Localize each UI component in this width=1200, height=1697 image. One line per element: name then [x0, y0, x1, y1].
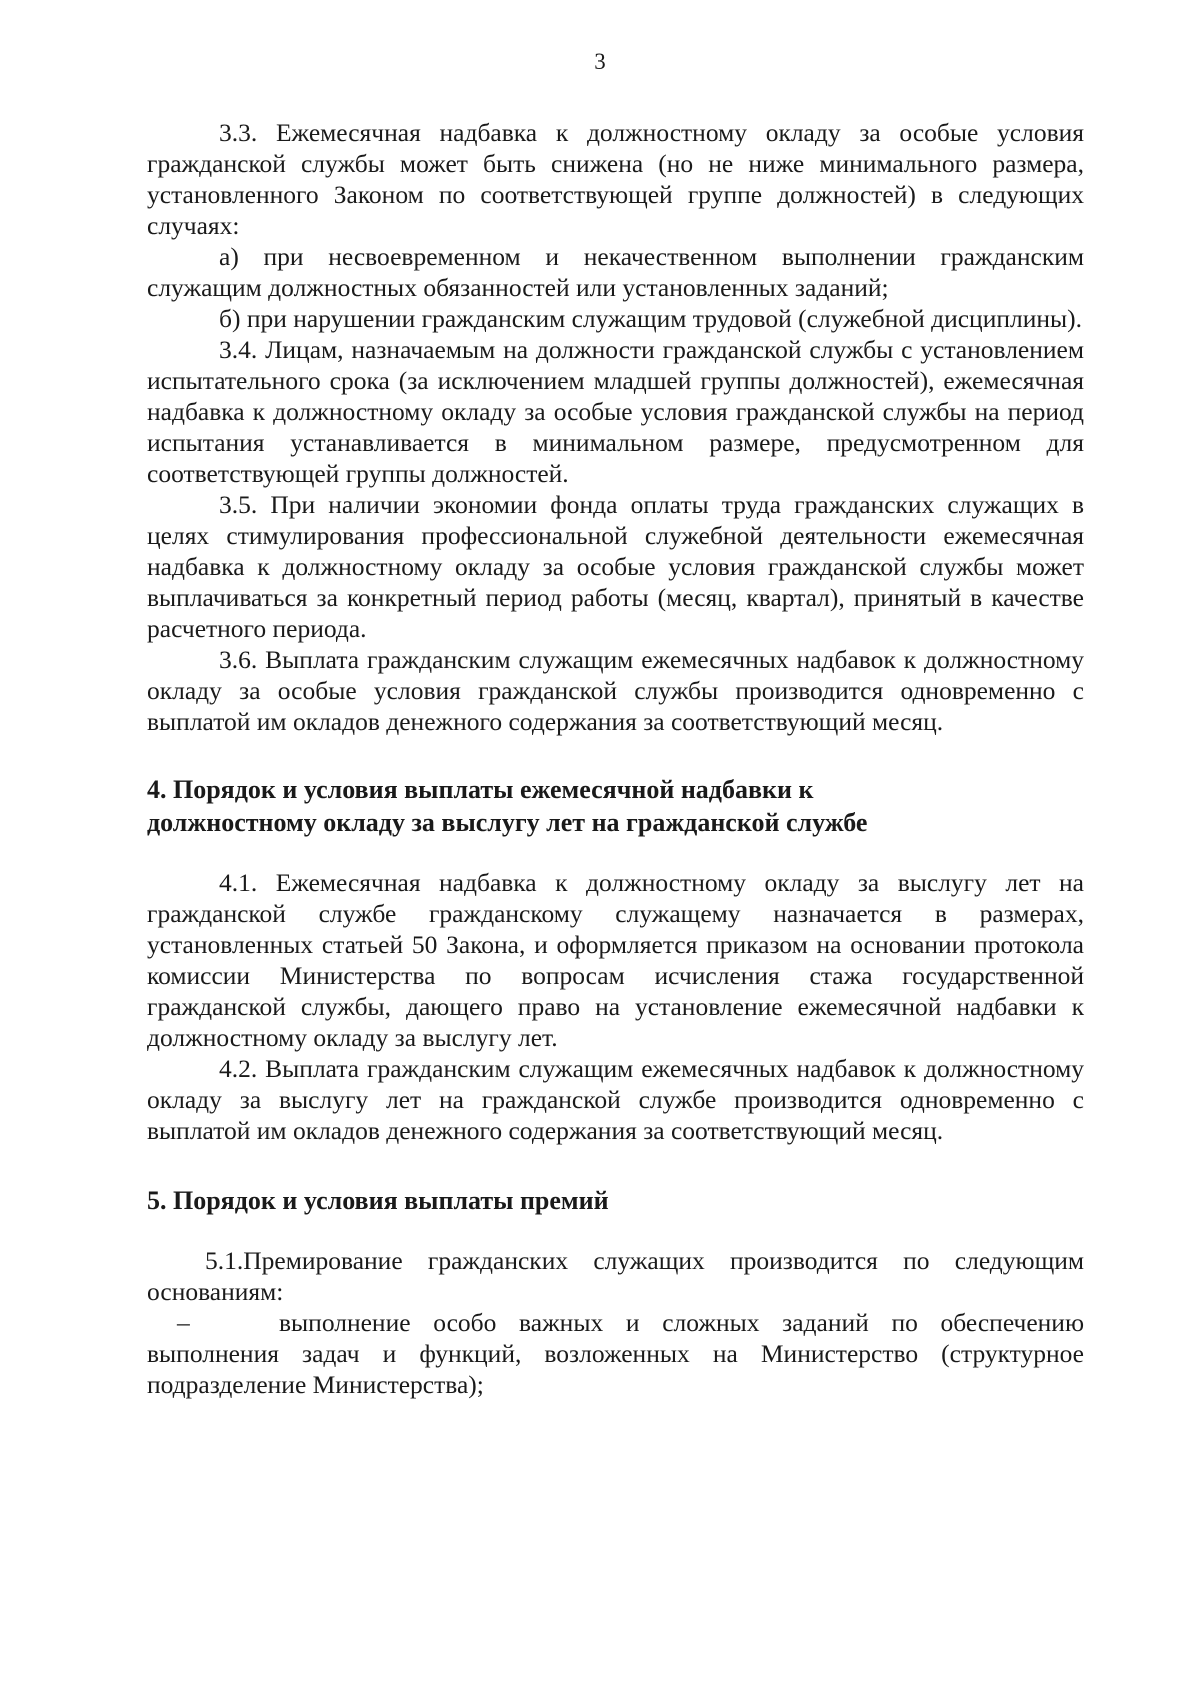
paragraph-5-1: 5.1.Премирование гражданских служащих производится по следующим основаниям: [147, 1246, 1084, 1306]
list-item [147, 1307, 1084, 1400]
paragraph-4-1: 4.1. Ежемесячная надбавка к должностному окладу за выслугу лет на гражданской службе гражданскому служащему назначается в размерах, установленных статьей 50 Закона, и оформляется приказом на основании протокола комиссии Министерства по вопросам исчисления стажа государственной гражданской службы, дающего право на установление ежемесячной надбавки к должностному окладу за выслугу лет. [147, 868, 1084, 1052]
section-4-heading-line1: 4. Порядок и условия выплаты ежемесячной надбавки к [147, 775, 814, 804]
paragraph-3-3-a: а) при несвоевременном и некачественном выполнении гражданским служащим должностных обязанностей или установленных заданий; [147, 242, 1084, 302]
paragraph-4-2: 4.2. Выплата гражданским служащим ежемесячных надбавок к должностному окладу за выслугу лет на гражданской службе производится одновременно с выплатой им окладов денежного содержания за соответствующий месяц. [147, 1054, 1084, 1145]
section-5-heading: 5. Порядок и условия выплаты премий [147, 1186, 609, 1215]
section-4-heading-line2: должностному окладу за выслугу лет на гражданской службе [147, 808, 868, 837]
document-body [147, 117, 1084, 1400]
paragraph-3-6: 3.6. Выплата гражданским служащим ежемесячных надбавок к должностному окладу за особые условия гражданской службы производится одновременно с выплатой им окладов денежного содержания за соответствующий месяц. [147, 645, 1084, 736]
list-item-text: выполнение особо важных и сложных заданий по обеспечению выполнения задач и функций, возложенных на Министерство (структурное подразделение Министерства); [147, 1308, 1084, 1399]
paragraph-3-5: 3.5. При наличии экономии фонда оплаты труда гражданских служащих в целях стимулирования профессиональной служебной деятельности ежемесячная надбавка к должностному окладу за особые условия гражданской службы может выплачиваться за конкретный период работы (месяц, квартал), принятый в качестве расчетного периода. [147, 490, 1084, 643]
page-number: 3 [594, 49, 606, 74]
list-dash: – [177, 1308, 190, 1337]
paragraph-3-3: 3.3. Ежемесячная надбавка к должностному окладу за особые условия гражданской службы может быть снижена (но не ниже минимального размера, установленного Законом по соответствующей группе должностей) в следующих случаях: [147, 118, 1084, 240]
section-4-heading [147, 773, 1084, 839]
paragraph-3-3-b: б) при нарушении гражданским служащим трудовой (служебной дисциплины). [219, 304, 1083, 333]
paragraph-3-4: 3.4. Лицам, назначаемым на должности гражданской службы с установлением испытательного срока (за исключением младшей группы должностей), ежемесячная надбавка к должностному окладу за особые условия гражданской службы на период испытания устанавливается в минимальном размере, предусмотренном для соответствующей группы должностей. [147, 335, 1084, 488]
